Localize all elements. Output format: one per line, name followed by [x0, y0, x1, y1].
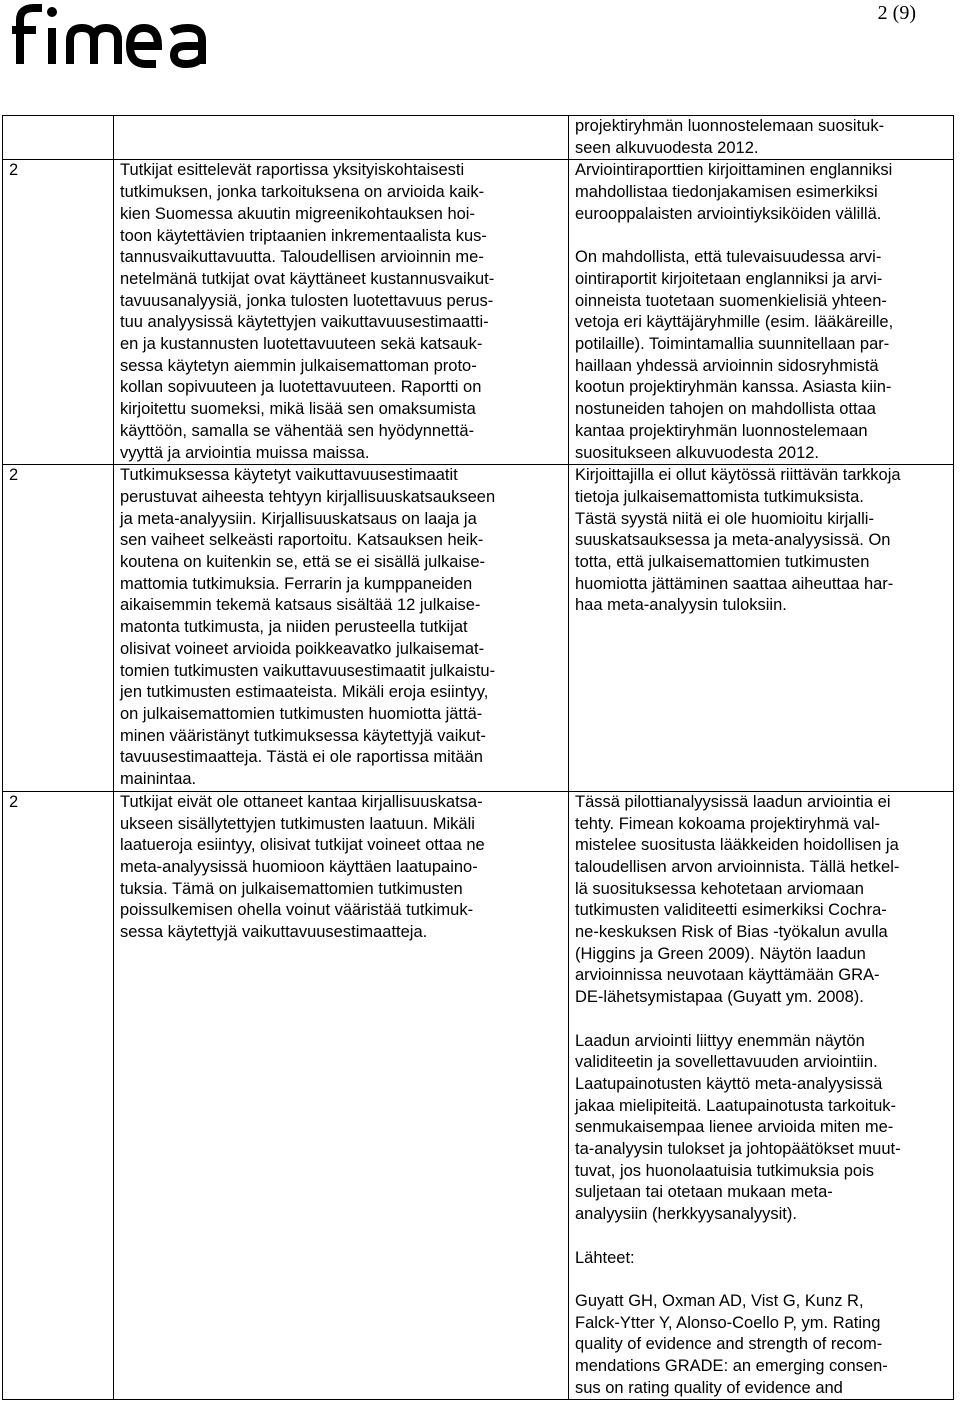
assessment-text-cell [114, 791, 569, 1400]
author-response-cell [569, 465, 954, 792]
score-cell [3, 465, 114, 792]
review-table [2, 115, 954, 1400]
score-cell [3, 791, 114, 1400]
fimea-logo [12, 2, 214, 68]
table-row [3, 791, 954, 1400]
response-paragraph: Laadun arviointi liittyy enemmän näytön validiteetin ja sovellettavuuden arviointiin. Laatupainotusten käyttö meta-analyysissä jakaa mielipiteitä. Laatupainotusta tarkoituk- senmukaisempaa lienee arvioida miten me- ta-analyysin tulokset ja johtopäätökset muut- tuvat, jos huonolaatuisia tutkimuksia pois suljetaan tai otetaan mukaan meta- analyysiin (herkkyysanalyysit). [575, 1031, 901, 1224]
author-response-cell [569, 160, 954, 465]
author-response-cell [569, 791, 954, 1400]
score-value: 2 [9, 161, 19, 180]
response-paragraph: On mahdollista, että tulevaisuudessa arvi- ointiraportit kirjoitetaan englanniksi ja arvi- oinneista tuotetaan suomenkielisiä yhteen- vetoja eri käyttäjäryhmille (esim. lääkäreille, potilaille). Toimintamallia suunnitellaan par- haillaan yhdessä arvioinnin sidosryhmistä kootun projektiryhmän kanssa. Asiasta kiin- nostuneiden tahojen on mahdollista ottaa kantaa projektiryhmän luonnostelemaan suositukseen alkuvuodesta 2012. [575, 248, 894, 462]
author-response-cell [569, 116, 954, 160]
response-paragraph: Tässä pilottianalyysissä laadun arviointia ei tehty. Fimean kokoama projektiryhmä val- mistelee suositusta lääkkeiden hoidollisen ja taloudellisen arvon arvioinnista. Tällä hetkel- lä suosituksessa kehotetaan arviomaan tutkimusten validiteetti esimerkiksi Cochra- ne-keskuksen Risk of Bias -työkalun avulla (Higgins ja Green 2009). Näytön laadun arvioinnissa neuvotaan käyttämään GRA- DE-lähetsymistapaa (Guyatt ym. 2008). [575, 792, 900, 1007]
assessment-text-cell [114, 116, 569, 160]
table-row [3, 160, 954, 465]
response-paragraph: projektiryhmän luonnostelemaan suosituk- seen alkuvuodesta 2012. [575, 117, 885, 157]
score-value: 2 [9, 792, 19, 811]
assessment-text-cell [114, 160, 569, 465]
response-paragraph: Lähteet: [575, 1248, 635, 1267]
score-value: 2 [9, 466, 19, 485]
table-row [3, 465, 954, 792]
response-paragraph: Kirjoittajilla ei ollut käytössä riittävän tarkkoja tietoja julkaisemattomista tutkimuksista. Tästä syystä niitä ei ole huomioitu kirjalli- suuskatsauksessa ja meta-analyysissä. On totta, että julkaisemattomien tutkimusten huomiotta jättäminen saattaa aiheuttaa har- haa meta-analyysin tuloksiin. [575, 466, 901, 615]
assessment-paragraph: Tutkijat esittelevät raportissa yksityiskohtaisesti tutkimuksen, jonka tarkoituksena on arvioida kaik- kien Suomessa akuutin migreenikohtauksen hoi- toon käytettävien triptaanien inkrementaalista kus- tannusvaikuttavuutta. Taloudellisen arvioinnin me- netelmänä tutkijat ovat käyttäneet kustannusvaikut- tavuusanalyysiä, jonka tulosten luotettavuus perus- tuu analyysissä käytettyjen vaikuttavuusestimaatti- en ja kustannusten luotettavuuteen sekä katsauk- sessa käytetyn aiemmin julkaisemattoman proto- kollan sopivuuteen ja luotettavuuteen. Raportti on kirjoitettu suomeksi, mikä lisää sen omaksumista käyttöön, samalla se vähentää sen hyödynnettä- vyyttä ja arviointia muissa maissa. [120, 161, 495, 462]
assessment-paragraph: Tutkijat eivät ole ottaneet kantaa kirjallisuuskatsa- ukseen sisällytettyjen tutkimusten laatuun. Mikäli laatueroja esiintyy, olisivat tutkijat voineet ottaa ne meta-analyysissä huomioon käyttäen laatupaino- tuksia. Tämä on julkaisemattomien tutkimusten poissulkemisen ohella voinut vääristää tutkimuk- sessa käytettyjä vaikuttavuusestimaatteja. [120, 792, 485, 942]
response-paragraph: Guyatt GH, Oxman AD, Vist G, Kunz R, Falck-Ytter Y, Alonso-Coello P, ym. Rating quality of evidence and strength of recom- mendations GRADE: an emerging consen- sus on rating quality of evidence and [575, 1291, 888, 1397]
table-row [3, 116, 954, 160]
page-number: 2 (9) [877, 2, 916, 24]
score-cell [3, 160, 114, 465]
assessment-text-cell [114, 465, 569, 792]
score-cell [3, 116, 114, 160]
assessment-paragraph: Tutkimuksessa käytetyt vaikuttavuusestimaatit perustuvat aiheesta tehtyyn kirjallisuuskatsaukseen ja meta-analyysiin. Kirjallisuuskatsaus on laaja ja sen vaiheet selkeästi raportoitu. Katsauksen heik- koutena on kuitenkin se, että se ei sisällä julkaise- mattomia tutkimuksia. Ferrarin ja kumppaneiden aikaisemmin tekemä katsaus sisältää 12 julkaise- matonta tutkimusta, ja niiden perusteella tutkijat olisivat voineet arvioida poikkeavatko julkaisemat- tomien tutkimusten vaikuttavuusestimaatit julkaistu- jen tutkimusten estimaateista. Mikäli eroja esiintyy, on julkaisemattomien tutkimusten huomiotta jättä- minen vääristänyt tutkimuksessa käytettyjä vaikut- tavuusestimaatteja. Tästä ei ole raportissa mitään mainintaa. [120, 466, 496, 789]
response-paragraph: Arviointiraporttien kirjoittaminen englanniksi mahdollistaa tiedonjakamisen esimerkiksi eurooppalaisten arviointiyksiköiden välillä. [575, 161, 893, 223]
